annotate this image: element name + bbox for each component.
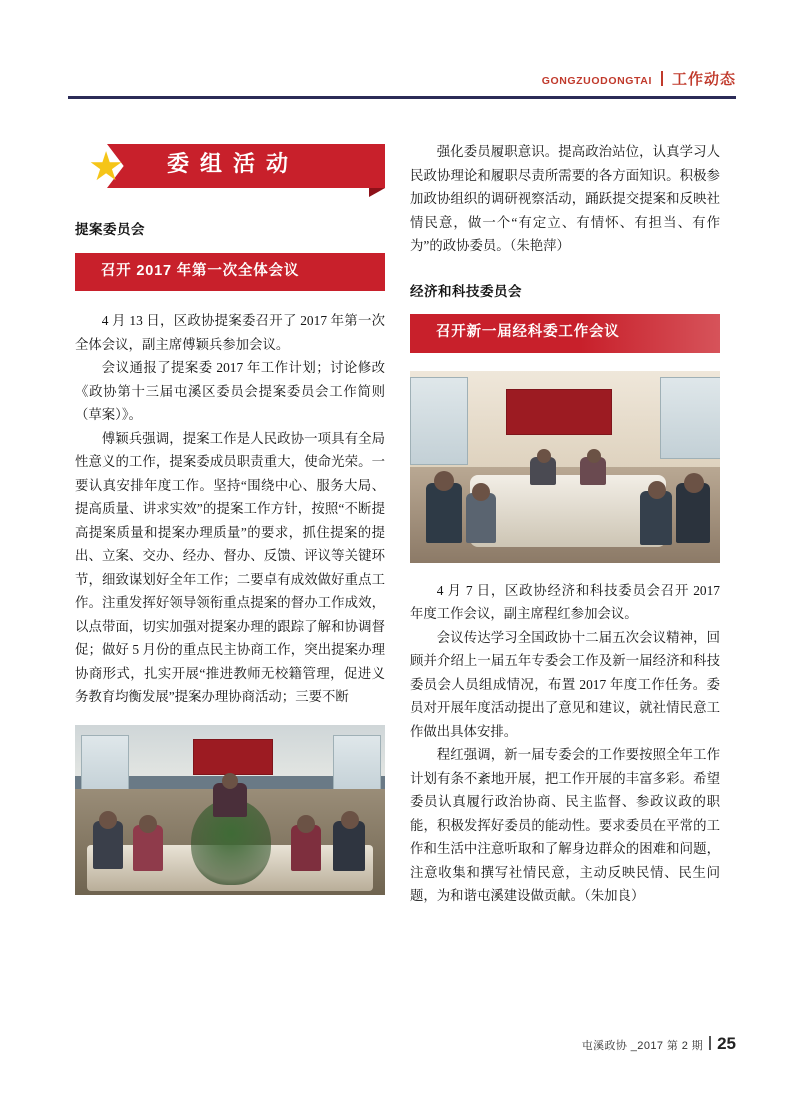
left-section-heading: 提案委员会 (75, 222, 145, 237)
left-red-title: 召开 2017 年第一次全体会议 (75, 253, 385, 292)
left-paragraph-3: 傅颖兵强调，提案工作是人民政协一项具有全局性意义的工作，提案委成员职责重大，使命光荣。一要认真安排年度工作。坚持“围绕中心、服务大局、提高质量、讲求实效”的提案工作方针，按照“不断提高提案质量和提案办理质量”的要求，抓住提案的提出、立案、交办、经办、督办、反馈、评议等关键环节，细致谋划好全年工作；二要卓有成效做好重点工作。注重发挥好领导领衔重点提案的督办工作成效，以点带面，切实加强对提案办理的跟踪了解和协调督促；做好 5 月份的重点民主协商工作，突出提案办理协商形式，扎实开展“推进教师无校籍管理，促进义务教育均衡发展”提案办理协商活动；三要不断 (75, 430, 385, 704)
conference-room-photo (75, 725, 385, 895)
footer (582, 1034, 736, 1054)
running-head-pinyin: GONGZUODONGTAI (541, 75, 652, 87)
banner-ribbon-tail (369, 188, 385, 197)
footer-issue: 屯溪政协 _2017 第 2 期 (581, 1040, 704, 1052)
running-head (542, 68, 736, 89)
section-banner (75, 140, 385, 192)
right-section-heading: 经济和科技委员会 (410, 283, 522, 299)
left-paragraph-2: 会议通报了提案委 2017 年工作计划；讨论修改《政协第十三届屯溪区委员会提案委员会工作简则（草案）》。 (75, 360, 385, 422)
page-number: 25 (717, 1034, 736, 1053)
right-paragraph-3: 程红强调，新一届专委会的工作要按照全年工作计划有条不紊地开展，把工作开展的丰富多彩。希望委员认真履行政治协商、民主监督、参政议政的职能，积极发挥好委员的能动性。要求委员在平常的工作和生活中注意听取和了解身边群众的困难和问题，注意收集和撰写社情民意，主动反映民情、民生问题，为和谐屯溪建设做贡献。（朱加良） (410, 747, 720, 903)
right-paragraph-1: 4 月 7 日，区政协经济和科技委员会召开 2017 年度工作会议，副主席程红参加会议。 (410, 582, 720, 621)
star-icon: ★ (88, 144, 124, 189)
left-paragraph-1: 4 月 13 日，区政协提案委召开了 2017 年第一次全体会议，副主席傅颖兵参加会议。 (75, 313, 385, 352)
left-column (75, 140, 385, 895)
running-head-title: 工作动态 (671, 71, 736, 88)
right-column (410, 140, 720, 908)
right-red-title: 召开新一届经科委工作会议 (410, 314, 720, 353)
header-rule (68, 96, 736, 99)
right-paragraph-2: 会议传达学习全国政协十二届五次会议精神，回顾并介绍上一届五年专委会工作及新一届经济和科技委员会人员组成情况，布置 2017 年度工作任务。委员对开展年度活动提出了意见和建议，就社情民意工作做出具体安排。 (410, 629, 720, 739)
right-continuation-paragraph: 强化委员履职意识。提高政治站位，认真学习人民政协理论和履职尽责所需要的各方面知识。积极参加政协组织的调研视察活动，踊跃提交提案和反映社情民意，做一个“有定立、有情怀、有担当、有作为”的政协委员。（朱艳萍） (410, 144, 720, 253)
footer-divider (709, 1036, 711, 1050)
meeting-room-photo (410, 371, 720, 563)
banner-title: 委组活动 (167, 151, 300, 176)
running-head-divider (661, 71, 663, 86)
